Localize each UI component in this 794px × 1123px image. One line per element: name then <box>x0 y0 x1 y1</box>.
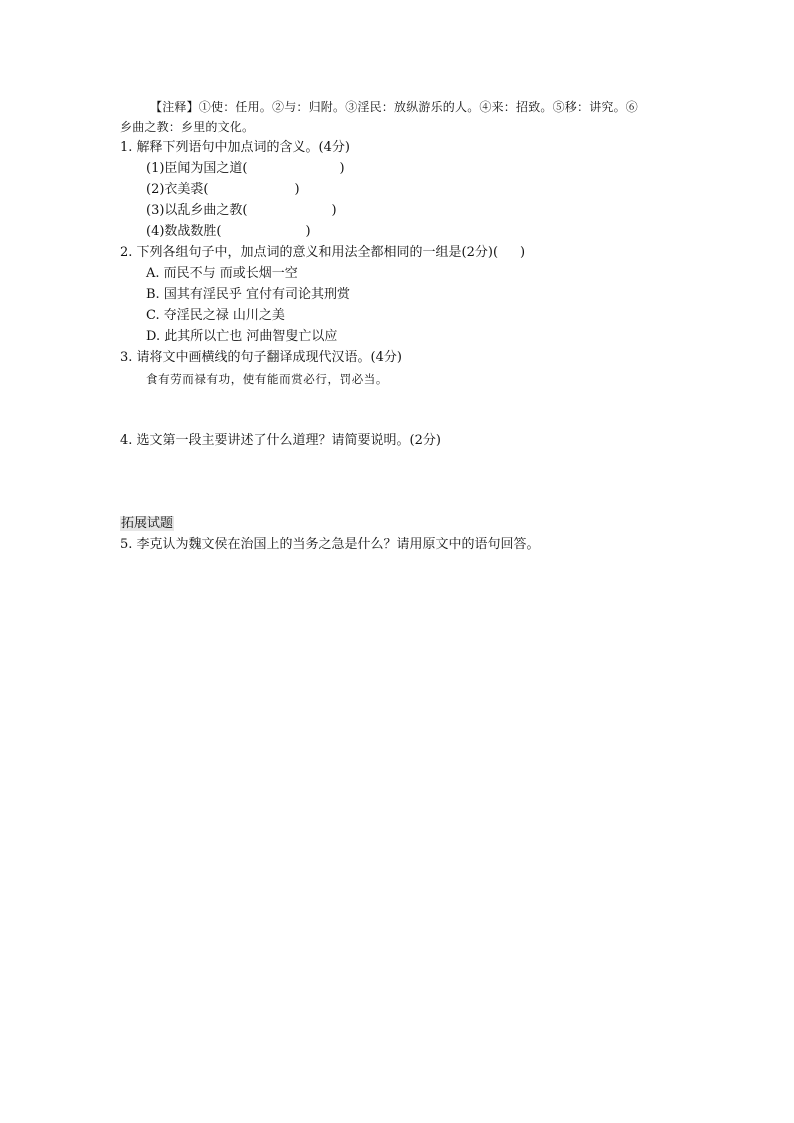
notes-line-2: 乡曲之教：乡里的文化。 <box>120 120 255 134</box>
question-2-option-c: C. 夺淫民之禄 山川之美 <box>146 308 285 323</box>
question-2-stem <box>120 244 525 262</box>
question-1-item <box>146 181 300 199</box>
question-5-stem: 5. 李克认为魏文侯在治国上的当务之急是什么？请用原文中的语句回答。 <box>120 537 540 552</box>
question-1-item <box>146 160 345 178</box>
question-1-item-text: (1)臣闻为国之道( <box>146 161 248 176</box>
question-2-option-b: B. 国其有淫民乎 宜付有司论其刑赏 <box>146 287 350 302</box>
question-1-item-close: ) <box>339 161 345 176</box>
notes-line-1: 【注释】①使：任用。②与：归附。③淫民：放纵游乐的人。④来：招致。⑤移：讲究。⑥ <box>150 100 639 114</box>
question-1-stem: 1. 解释下列语句中加点词的含义。(4分) <box>120 140 350 155</box>
question-1-item <box>146 202 337 220</box>
question-2-option-a: A. 而民不与 而或长烟一空 <box>146 266 298 281</box>
question-3-stem: 3. 请将文中画横线的句子翻译成现代汉语。(4分) <box>120 350 402 365</box>
question-2-stem-close: ) <box>520 245 526 260</box>
extension-label-text: 拓展试题 <box>121 516 174 531</box>
question-1-item-text: (2)衣美裘( <box>146 182 209 197</box>
question-1-item-close: ) <box>305 224 311 239</box>
question-1-item <box>146 223 311 241</box>
extension-section-label <box>120 515 174 533</box>
question-3-sentence: 食有劳而禄有功，使有能而赏必行，罚必当。 <box>146 372 388 386</box>
question-1-item-close: ) <box>331 203 337 218</box>
question-1-item-text: (4)数战数胜( <box>146 224 222 239</box>
question-2-option-d: D. 此其所以亡也 河曲智叟亡以应 <box>146 329 338 344</box>
question-2-stem-text: 2. 下列各组句子中，加点词的意义和用法全都相同的一组是(2分)( <box>120 245 499 260</box>
question-4-stem: 4. 选文第一段主要讲述了什么道理？请简要说明。(2分) <box>120 433 441 448</box>
question-1-item-text: (3)以乱乡曲之教( <box>146 203 248 218</box>
question-1-item-close: ) <box>294 182 300 197</box>
